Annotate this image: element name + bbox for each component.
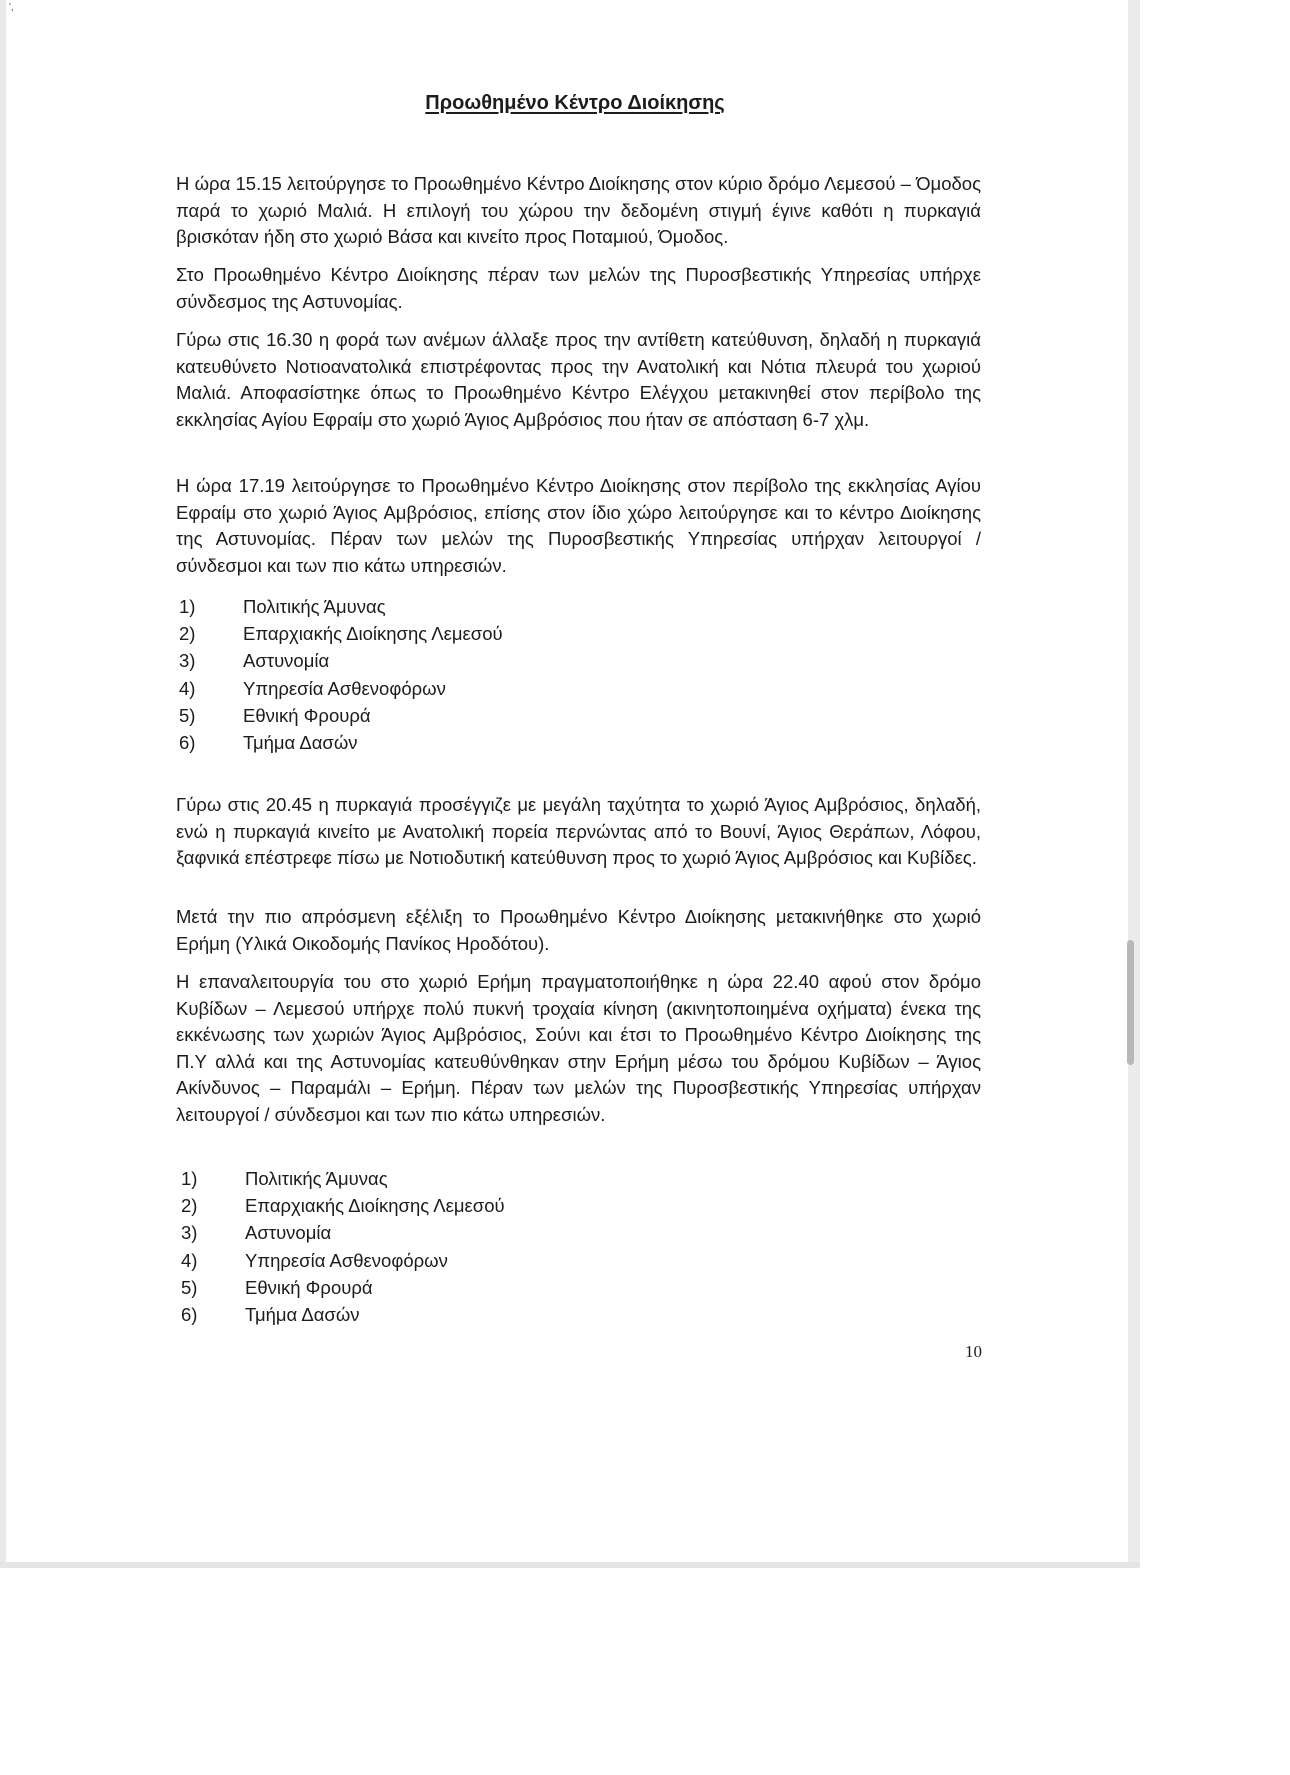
list-item-text: Αστυνομία: [245, 1222, 332, 1244]
scrollbar-track[interactable]: [1128, 0, 1140, 1568]
list-item: [181, 1165, 505, 1192]
list-item-number: 4): [181, 1249, 198, 1271]
list-item-text: Επαρχιακής Διοίκησης Λεμεσού: [245, 1195, 505, 1217]
paragraph-2: Στο Προωθημένο Κέντρο Διοίκησης πέραν των μελών της Πυροσβεστικής Υπηρεσίας υπήρχε σύνδεσμος της Αστυνομίας.: [176, 264, 981, 312]
list-item: [179, 729, 503, 756]
paragraph-1: Η ώρα 15.15 λειτούργησε το Προωθημένο Κέντρο Διοίκησης στον κύριο δρόμο Λεμεσού – Όμοδος παρά το χωριό Μαλιά. Η επιλογή του χώρου την δεδομένη στιγμή έγινε καθότι η πυρκαγιά βρισκόταν ήδη στο χωριό Βάσα και κινείτο προς Ποταμιού, Όμοδος.: [176, 173, 981, 247]
paragraph-5: Γύρω στις 20.45 η πυρκαγιά προσέγγιζε με μεγάλη ταχύτητα το χωριό Άγιος Αμβρόσιος, δηλαδή, ενώ η πυρκαγιά κινείτο με Ανατολική πορεία περνώντας από το Βουνί, Άγιος Θεράπων, Λόφου, ξαφνικά επέστρεφε πίσω με Νοτιοδυτική κατεύθυνση προς το χωριό Άγιος Αμβρόσιος και Κυβίδες.: [176, 794, 981, 868]
list-item-number: 2): [179, 623, 196, 645]
list-item-text: Υπηρεσία Ασθενοφόρων: [245, 1249, 448, 1271]
left-border: [0, 0, 6, 1568]
corner-mark: ',: [9, 2, 14, 13]
list-item-text: Πολιτικής Άμυνας: [245, 1168, 388, 1189]
list-item-number: 1): [181, 1168, 198, 1189]
page-title: Προωθημένο Κέντρο Διοίκησης: [425, 92, 725, 114]
list-item-number: 3): [181, 1222, 198, 1244]
list-item-text: Επαρχιακής Διοίκησης Λεμεσού: [243, 623, 503, 645]
paragraph-6: Μετά την πιο απρόσμενη εξέλιξη το Προωθημένο Κέντρο Διοίκησης μετακινήθηκε στο χωριό Ερήμη (Υλικά Οικοδομής Πανίκος Ηροδότου).: [176, 906, 981, 954]
list-item-number: 6): [179, 731, 196, 753]
list-item-number: 2): [181, 1195, 198, 1217]
scrollbar-thumb[interactable]: [1127, 940, 1134, 1065]
list-item: [179, 620, 503, 647]
list-item: [181, 1301, 505, 1328]
list-item: [179, 675, 503, 702]
list-item-text: Πολιτικής Άμυνας: [243, 596, 386, 617]
list-item-text: Εθνική Φρουρά: [243, 704, 371, 726]
paragraph-4: Η ώρα 17.19 λειτούργησε το Προωθημένο Κέντρο Διοίκησης στον περίβολο της εκκλησίας Αγίου Εφραίμ στο χωριό Άγιος Αμβρόσιος, επίσης στον ίδιο χώρο λειτούργησε και το κέντρο Διοίκησης της Αστυνομίας. Πέραν των μελών της Πυροσβεστικής Υπηρεσίας υπήρχαν λειτουργοί / σύνδεσμοι και των πιο κάτω υπηρεσιών.: [176, 475, 981, 576]
list-item: [181, 1192, 505, 1219]
list-item-number: 5): [181, 1276, 198, 1298]
list-item: [179, 647, 503, 674]
list-item: [181, 1247, 505, 1274]
list-item: [181, 1274, 505, 1301]
list-item: [179, 702, 503, 729]
page-number: 10: [965, 1342, 982, 1361]
list-item: [181, 1219, 505, 1246]
list-item-text: Υπηρεσία Ασθενοφόρων: [243, 677, 446, 699]
list-item-text: Τμήμα Δασών: [245, 1303, 360, 1325]
list-item: [179, 593, 503, 620]
bottom-border: [0, 1562, 1140, 1568]
list-item-number: 1): [179, 596, 196, 617]
paragraph-3: Γύρω στις 16.30 η φορά των ανέμων άλλαξε προς την αντίθετη κατεύθυνση, δηλαδή η πυρκαγιά κατευθύνετο Νοτιοανατολικά επιστρέφοντας προς την Ανατολική και Νότια πλευρά του χωριού Μαλιά. Αποφασίστηκε όπως το Προωθημένο Κέντρο Ελέγχου μετακινηθεί στον περίβολο της εκκλησίας Αγίου Εφραίμ στο χωριό Άγιος Αμβρόσιος που ήταν σε απόσταση 6-7 χλμ.: [176, 329, 981, 430]
list-item-text: Εθνική Φρουρά: [245, 1276, 373, 1298]
list-item-text: Αστυνομία: [243, 650, 330, 672]
services-list-2: [181, 1165, 505, 1328]
services-list-1: [179, 593, 503, 756]
paragraph-7: Η επαναλειτουργία του στο χωριό Ερήμη πραγματοποιήθηκε η ώρα 22.40 αφού στον δρόμο Κυβίδων – Λεμεσού υπήρχε πολύ πυκνή τροχαία κίνηση (ακινητοποιημένα οχήματα) ένεκα της εκκένωσης των χωριών Άγιος Αμβρόσιος, Σούνι και έτσι το Προωθημένο Κέντρο Διοίκησης της Π.Υ αλλά και της Αστυνομίας κατευθύνθηκαν στην Ερήμη μέσω του δρόμου Κυβίδων – Άγιος Ακίνδυνος – Παραμάλι – Ερήμη. Πέραν των μελών της Πυροσβεστικής Υπηρεσίας υπήρχαν λειτουργοί / σύνδεσμοι και των πιο κάτω υπηρεσιών.: [176, 971, 981, 1125]
list-item-text: Τμήμα Δασών: [243, 731, 358, 753]
list-item-number: 5): [179, 704, 196, 726]
list-item-number: 6): [181, 1303, 198, 1325]
list-item-number: 3): [179, 650, 196, 672]
list-item-number: 4): [179, 677, 196, 699]
